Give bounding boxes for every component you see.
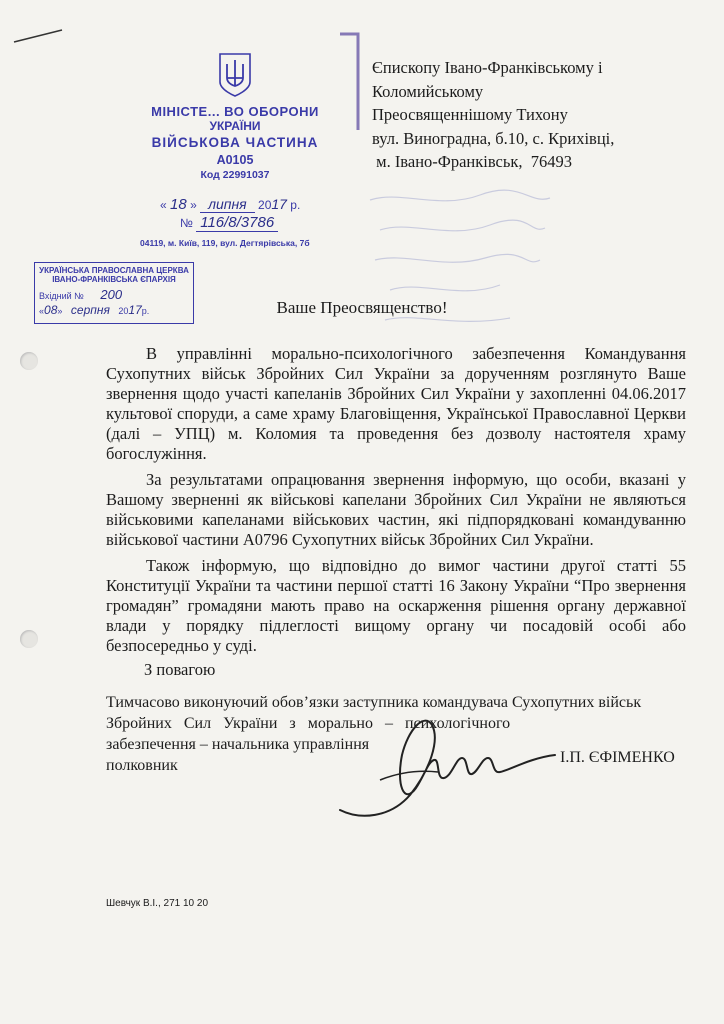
outgoing-number-line [180, 214, 278, 231]
addressee-line-4: вул. Виноградна, б.10, с. Крихівці, [372, 128, 615, 148]
ministry-code: Код 22991037 [200, 169, 270, 181]
executor-footer: Шевчук В.І., 271 10 20 [106, 898, 209, 909]
outgoing-date-line [160, 196, 300, 213]
signature-line-4: полковник [106, 757, 178, 774]
handwritten-signature [320, 700, 570, 830]
outgoing-date-month: липня [200, 196, 255, 213]
signature-line-1: Тимчасово виконуючий обов’язки заступника командувача Сухопутних військ [106, 694, 642, 711]
closing: З повагою [144, 660, 216, 679]
trident-emblem-icon [218, 52, 252, 98]
ministry-address: 04119, м. Київ, 119, вул. Дегтярівська, 7б [140, 238, 310, 248]
received-date-month: серпня [70, 303, 110, 317]
ministry-stamp [130, 104, 340, 181]
outgoing-number: 116/8/3786 [196, 214, 278, 232]
signatory-name: І.П. ЄФІМЕНКО [560, 749, 675, 766]
outgoing-date-mid: » [190, 198, 197, 212]
received-date-year: 17 [128, 303, 142, 317]
salutation: Ваше Преосвященство! [276, 298, 448, 317]
outgoing-number-prefix: № [180, 216, 193, 230]
received-date-suffix: р. [141, 306, 150, 316]
paragraph-3: Також інформую, що відповідно до вимог частини другої статті 55 Конституції України та частини першої статті 16 Закону України “Про звернення громадян” громадяни мають право на оскарження рішення органу державної влади у порядку підлеглості вищому органу чи посадовій особі або безпосередньо у суді. [106, 556, 686, 655]
addressee-line-3: Преосвященнішому Тихону [372, 105, 568, 124]
ministry-line-1: МІНІСТЕ... ВО ОБОРОНИ [151, 104, 319, 119]
received-org-2: ІВАНО-ФРАНКІВСЬКА ЄПАРХІЯ [52, 275, 176, 284]
ministry-line-2: УКРАЇНИ [209, 119, 261, 133]
outgoing-date-suffix: р. [290, 198, 301, 212]
signature-line-3: забезпечення – начальника управління [106, 736, 370, 753]
received-date-mid: » [57, 306, 63, 316]
paragraph-1: В управлінні морально-психологічного забезпечення Командування Сухопутних військ Збройних Сил України за дорученням розглянуто Ваше звернення щодо участі капеланів Збройних Сил України у захопленні 04.06.2017 культової споруди, а саме храму Благовіщення, Української Православної Церкви (далі – УПЦ) м. Коломия та проведення без дозволу настоятеля храму богослужіння. [106, 344, 686, 463]
received-org-1: УКРАЇНСЬКА ПРАВОСЛАВНА ЦЕРКВА [39, 266, 189, 275]
addressee-block [372, 56, 614, 174]
letter-body [106, 344, 686, 662]
outgoing-date-year-prefix: 20 [258, 198, 272, 212]
ministry-line-4: А0105 [216, 153, 254, 167]
received-date-year-prefix: 20 [118, 306, 129, 316]
punch-hole-top [20, 352, 38, 370]
signature-line-2: Збройних Сил України з морально – психологічного [106, 715, 511, 732]
paragraph-2: За результатами опрацювання звернення інформую, що особи, вказані у Вашому зверненні як військові капелани Збройних Сил України не являються військовими капеланами військових частин, які підпорядковані командуванню військової частини А0796 Сухопутних військ Збройних Сил України. [106, 470, 686, 549]
stamp-corner-bracket [336, 30, 366, 140]
received-date-open: « [39, 306, 45, 316]
addressee-line-5: м. Івано-Франківськ, 76493 [372, 152, 573, 171]
received-incoming-label: Вхідний № [39, 291, 84, 301]
outgoing-date-day: 18 [170, 196, 187, 213]
outgoing-date-year: 17 [271, 196, 287, 212]
punch-hole-bottom [20, 630, 38, 648]
addressee-line-2: Коломийському [372, 81, 484, 101]
received-date-day: 08 [44, 303, 58, 317]
outgoing-date-open: « [160, 198, 167, 212]
addressee-line-1: Єпископу Івано-Франківському і [372, 58, 603, 77]
ministry-line-3: ВІЙСЬКОВА ЧАСТИНА [151, 135, 319, 150]
received-incoming-number: 200 [100, 287, 123, 302]
corner-pen-mark [10, 20, 70, 50]
